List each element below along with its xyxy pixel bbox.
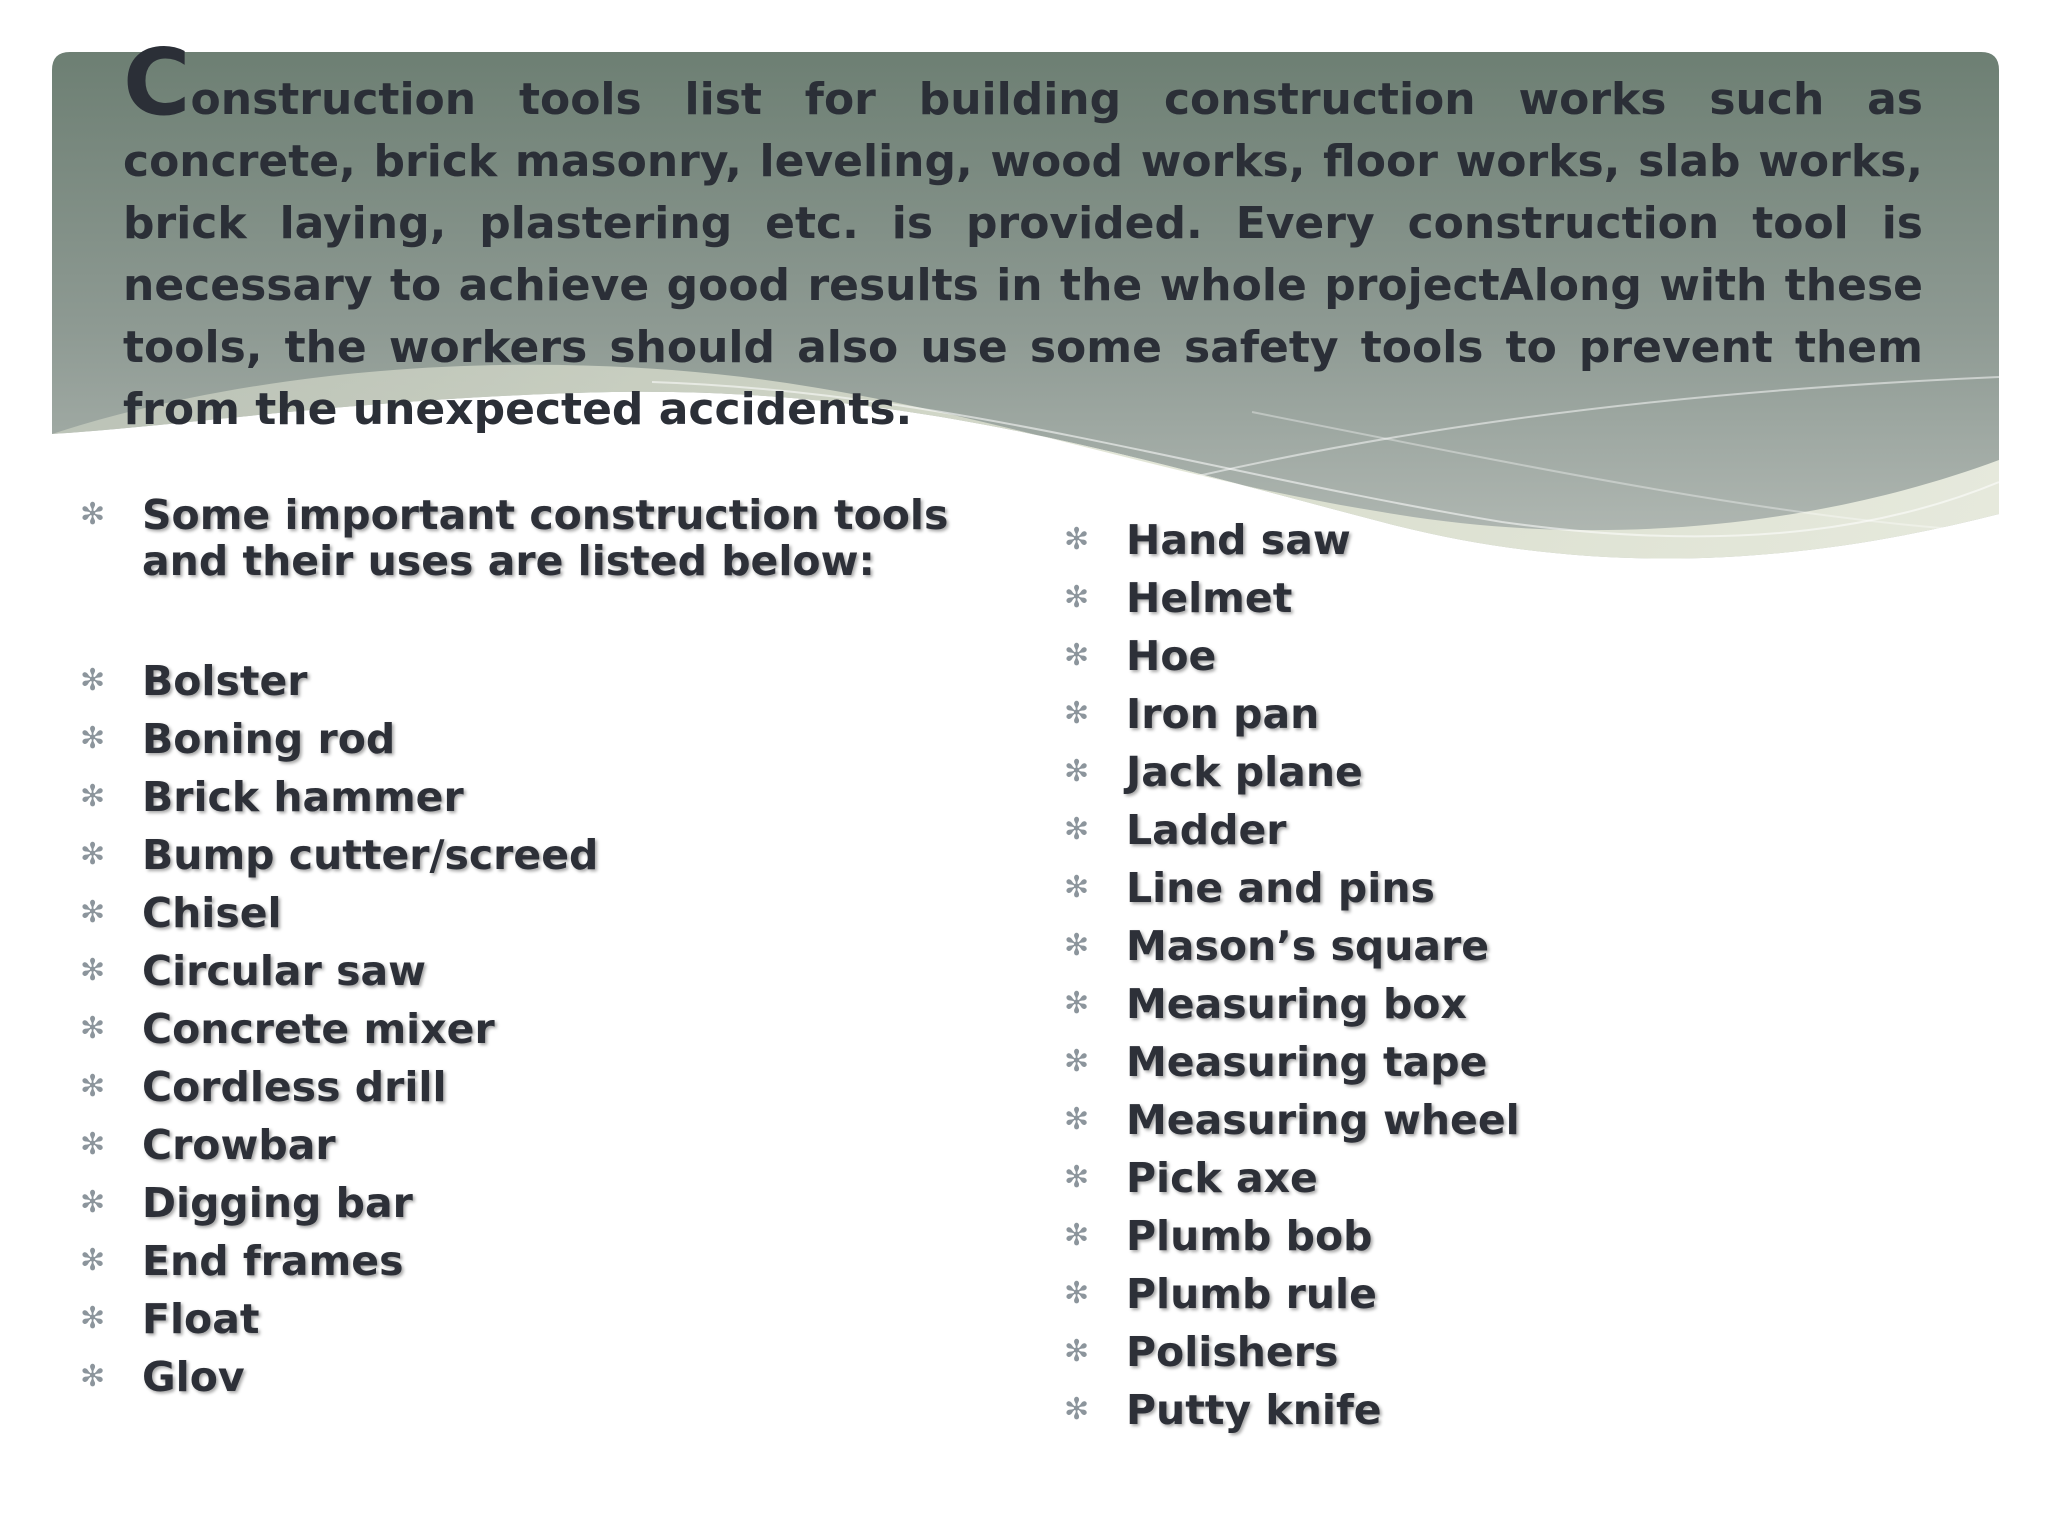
asterisk-bullet-icon: ✻: [1064, 522, 1090, 557]
list-item: [80, 1174, 980, 1232]
asterisk-bullet-icon: ✻: [80, 895, 106, 930]
list-item: [1064, 1381, 1864, 1439]
asterisk-bullet-icon: ✻: [1064, 928, 1090, 963]
list-item: [80, 768, 980, 826]
list-item: [1064, 1265, 1864, 1323]
tool-name: Digging bar: [142, 1179, 413, 1227]
asterisk-bullet-icon: ✻: [1064, 870, 1090, 905]
asterisk-bullet-icon: ✻: [1064, 1218, 1090, 1253]
list-item: [1064, 801, 1864, 859]
asterisk-bullet-icon: ✻: [80, 1127, 106, 1162]
list-item: [1064, 511, 1864, 569]
list-lead: [80, 492, 980, 584]
tool-name: Hoe: [1126, 632, 1217, 680]
list-item: [1064, 743, 1864, 801]
list-item: [1064, 917, 1864, 975]
tool-name: Bump cutter/screed: [142, 831, 599, 879]
list-item: [80, 942, 980, 1000]
list-item: [80, 1348, 980, 1406]
list-item: [80, 826, 980, 884]
tool-name: Polishers: [1126, 1328, 1339, 1376]
tool-name: Measuring box: [1126, 980, 1467, 1028]
tool-name: Boning rod: [142, 715, 396, 763]
list-item: [1064, 569, 1864, 627]
asterisk-bullet-icon: ✻: [1064, 812, 1090, 847]
tool-name: Plumb bob: [1126, 1212, 1373, 1260]
list-item: [80, 1058, 980, 1116]
list-item: [80, 1116, 980, 1174]
asterisk-bullet-icon: ✻: [1064, 1160, 1090, 1195]
list-item: [80, 1232, 980, 1290]
tool-name: Cordless drill: [142, 1063, 447, 1111]
list-item: [1064, 685, 1864, 743]
asterisk-bullet-icon: ✻: [1064, 986, 1090, 1021]
left-tool-list: [80, 492, 980, 1406]
asterisk-bullet-icon: ✻: [1064, 638, 1090, 673]
asterisk-bullet-icon: ✻: [80, 497, 106, 532]
asterisk-bullet-icon: ✻: [1064, 1392, 1090, 1427]
tool-name: Float: [142, 1295, 260, 1343]
intro-paragraph: [123, 29, 1923, 441]
list-lead-text: Some important construction tools and their uses are listed below:: [142, 491, 949, 585]
tool-name: Plumb rule: [1126, 1270, 1377, 1318]
list-item: [80, 710, 980, 768]
tool-name: Putty knife: [1126, 1386, 1382, 1434]
tool-name: Bolster: [142, 657, 308, 705]
asterisk-bullet-icon: ✻: [80, 953, 106, 988]
tool-name: Crowbar: [142, 1121, 336, 1169]
list-item: [1064, 1091, 1864, 1149]
list-item: [1064, 1149, 1864, 1207]
tool-name: Brick hammer: [142, 773, 464, 821]
tool-name: Ladder: [1126, 806, 1287, 854]
tool-name: Mason’s square: [1126, 922, 1490, 970]
asterisk-bullet-icon: ✻: [80, 1301, 106, 1336]
asterisk-bullet-icon: ✻: [80, 779, 106, 814]
tool-name: Measuring wheel: [1126, 1096, 1520, 1144]
tool-name: Hand saw: [1126, 516, 1351, 564]
list-item: [80, 1000, 980, 1058]
tool-name: Helmet: [1126, 574, 1293, 622]
asterisk-bullet-icon: ✻: [80, 663, 106, 698]
asterisk-bullet-icon: ✻: [1064, 1102, 1090, 1137]
list-item: [1064, 1323, 1864, 1381]
list-item: [1064, 975, 1864, 1033]
tool-name: Chisel: [142, 889, 282, 937]
asterisk-bullet-icon: ✻: [80, 1243, 106, 1278]
asterisk-bullet-icon: ✻: [1064, 1276, 1090, 1311]
tool-name: Iron pan: [1126, 690, 1320, 738]
list-item: [80, 1290, 980, 1348]
asterisk-bullet-icon: ✻: [1064, 1044, 1090, 1079]
asterisk-bullet-icon: ✻: [80, 1069, 106, 1104]
asterisk-bullet-icon: ✻: [1064, 580, 1090, 615]
asterisk-bullet-icon: ✻: [80, 1359, 106, 1394]
list-item: [1064, 1207, 1864, 1265]
tool-name: Line and pins: [1126, 864, 1435, 912]
asterisk-bullet-icon: ✻: [80, 1011, 106, 1046]
asterisk-bullet-icon: ✻: [1064, 696, 1090, 731]
asterisk-bullet-icon: ✻: [80, 1185, 106, 1220]
tool-name: End frames: [142, 1237, 404, 1285]
list-item: [1064, 1033, 1864, 1091]
tool-name: Circular saw: [142, 947, 427, 995]
tool-name: Glov: [142, 1353, 245, 1401]
intro-text: onstruction tools list for building construction works such as concrete, brick masonry, leveling, wood works, floor works, slab works, brick laying, plastering etc. is provided. Every construction tool is necessary to achieve good results in the whole projectAlong with these tools, the workers should also use some safety tools to prevent them from the unexpected accidents.: [123, 74, 1923, 435]
asterisk-bullet-icon: ✻: [80, 837, 106, 872]
tool-name: Jack plane: [1126, 748, 1363, 796]
asterisk-bullet-icon: ✻: [1064, 754, 1090, 789]
asterisk-bullet-icon: ✻: [1064, 1334, 1090, 1369]
tool-name: Measuring tape: [1126, 1038, 1488, 1086]
list-item: [1064, 627, 1864, 685]
intro-drop-cap: C: [123, 29, 191, 136]
right-tool-list: [1064, 511, 1864, 1439]
list-item: [1064, 859, 1864, 917]
tool-name: Pick axe: [1126, 1154, 1318, 1202]
asterisk-bullet-icon: ✻: [80, 721, 106, 756]
list-item: [80, 652, 980, 710]
list-item: [80, 884, 980, 942]
tool-name: Concrete mixer: [142, 1005, 495, 1053]
